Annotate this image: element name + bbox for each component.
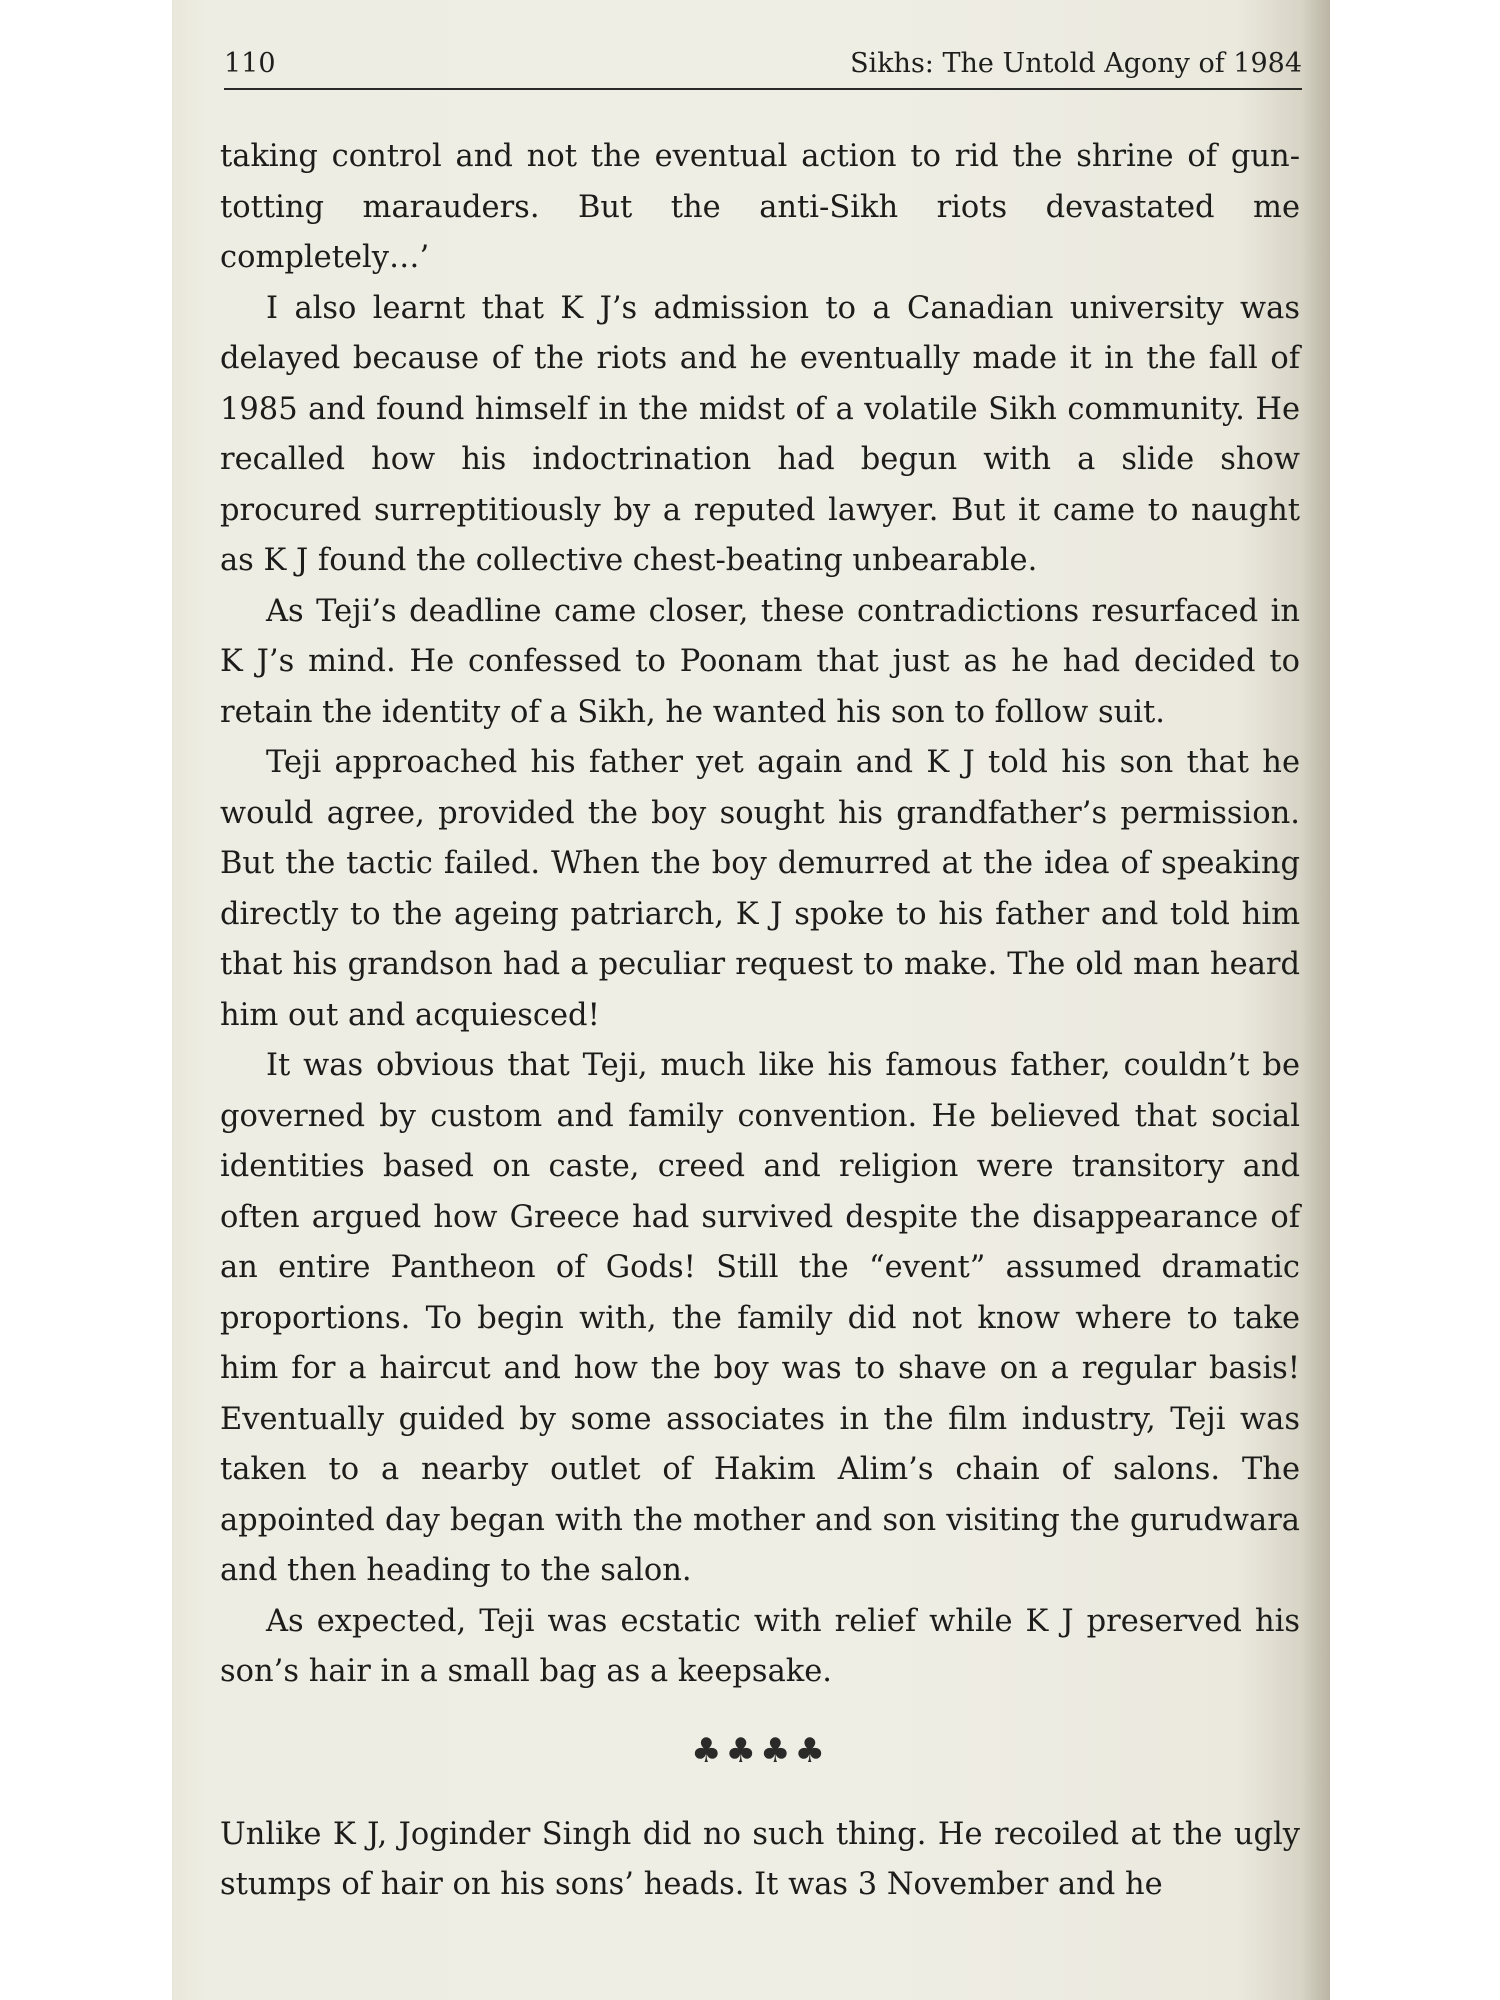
book-page (172, 0, 1330, 2000)
spine-shadow (1302, 0, 1330, 2000)
paragraph: As expected, Teji was ecstatic with relief while K J preserved his son’s hair in a small bag as a keepsake. (220, 1603, 1300, 1689)
running-title: Sikhs: The Untold Agony of 1984 (850, 48, 1302, 79)
paragraph: I also learnt that K J’s admission to a Canadian university was delayed because of the riots and he eventually made it in the fall of 1985 and found himself in the midst of a volatile Sikh community. He recalled how his indoctrination had begun with a slide show procured surreptitiously by a reputed lawyer. But it came to naught as K J found the collective chest-beating unbearable. (220, 290, 1300, 578)
paragraph: As Teji’s deadline came closer, these contradictions resurfaced in K J’s mind. He confessed to Poonam that just as he had decided to retain the identity of a Sikh, he wanted his son to follow suit. (220, 593, 1300, 730)
section-break-ornament-icon: ♣♣♣♣ (691, 1730, 829, 1771)
paragraph: It was obvious that Teji, much like his famous father, couldn’t be governed by custom and family convention. He believed that social identities based on caste, creed and religion were transitory and often argued how Greece had survived despite the disappearance of an entire Pantheon of Gods! Still the “event” assumed dramatic proportions. To begin with, the family did not know where to take him for a haircut and how the boy was to shave on a regular basis! Eventually guided by some associates in the film industry, Teji was taken to a nearby outlet of Hakim Alim’s chain of salons. The appointed day began with the mother and son visiting the gurudwara and then heading to the salon. (220, 1048, 1300, 1588)
page-header (224, 44, 1302, 90)
body-text (220, 132, 1300, 1911)
paragraph-continuation: taking control and not the eventual action to rid the shrine of gun-totting marauders. But the anti-Sikh riots devastated me completely…’ (220, 139, 1300, 275)
paragraph-after-break: Unlike K J, Joginder Singh did no such thing. He recoiled at the ugly stumps of hair on his sons’ heads. It was 3 November and he (220, 1816, 1300, 1902)
paragraph: Teji approached his father yet again and K J told his son that he would agree, provided the boy sought his grandfather’s permission. But the tactic failed. When the boy demurred at the idea of speaking directly to the ageing patriarch, K J spoke to his father and told him that his grandson had a peculiar request to make. The old man heard him out and acquiesced! (220, 745, 1300, 1033)
page-number: 110 (224, 48, 276, 79)
